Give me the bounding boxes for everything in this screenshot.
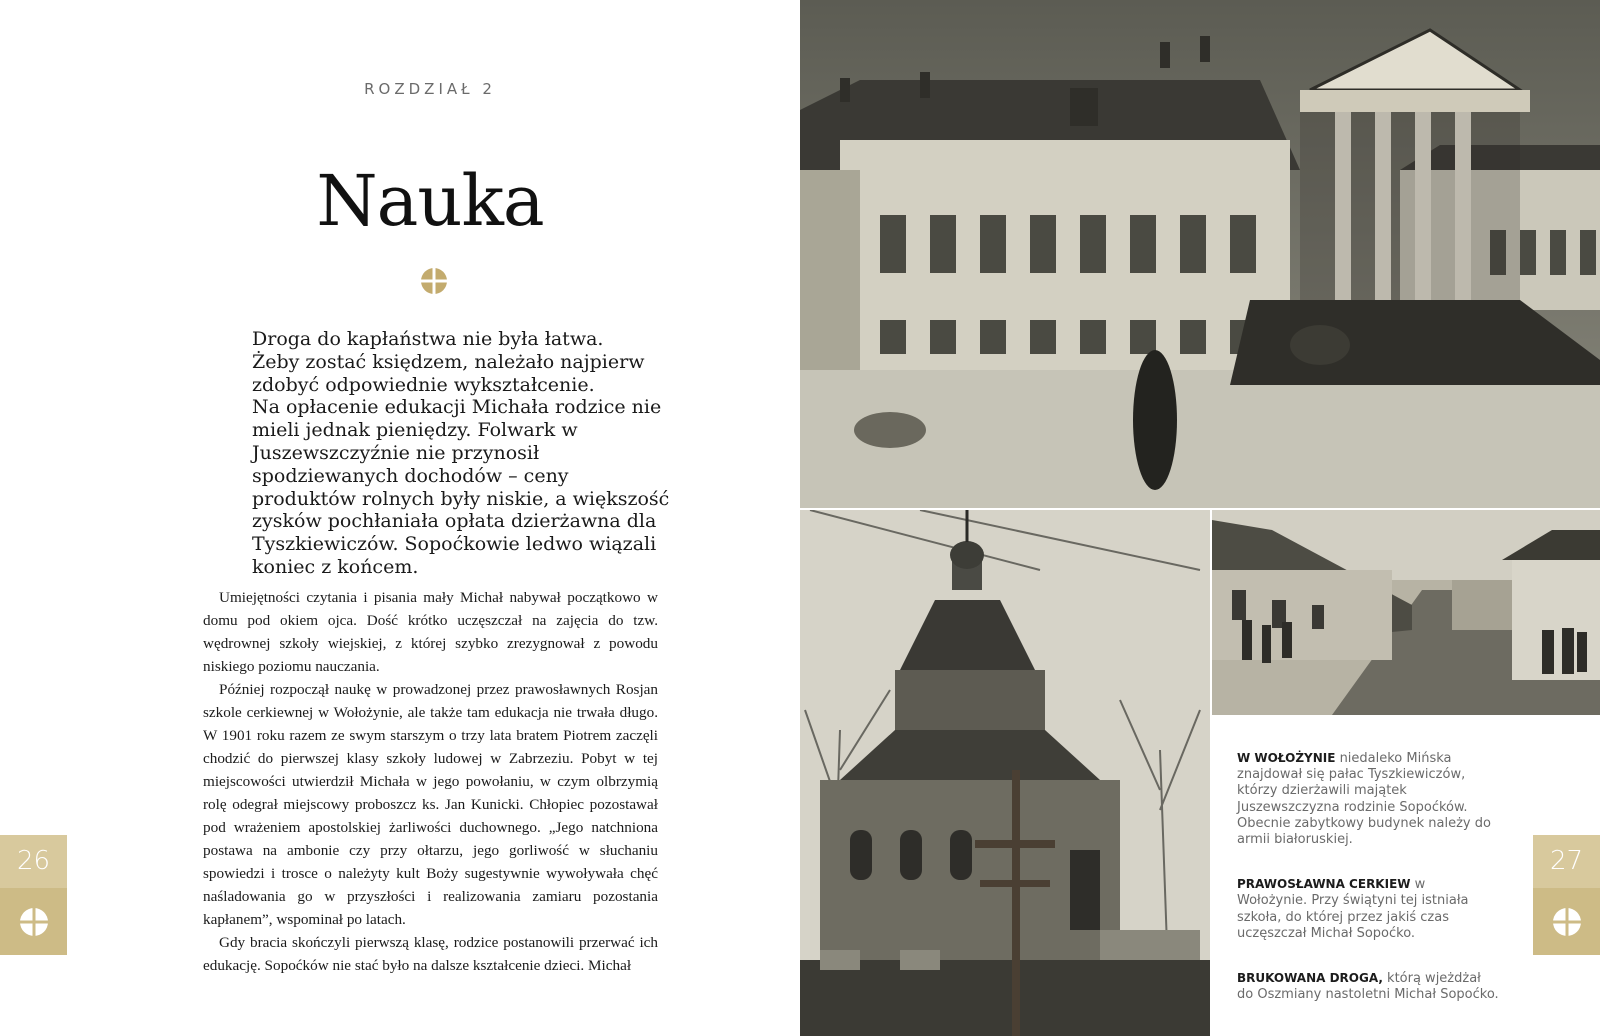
cross-ornament-icon	[19, 907, 49, 937]
cross-ornament-icon	[420, 267, 448, 295]
caption-church	[1237, 876, 1499, 942]
cross-ornament-icon	[1552, 907, 1582, 937]
lead-line-1: Droga do kapłaństwa nie była łatwa.	[252, 328, 604, 350]
caption-text: którą wjeżdżał do Oszmiany nastoletni Michał Sopoćko.	[1237, 971, 1499, 1003]
lead-line-3: Na opłacenie edukacji Michała rodzice nie mieli jednak pieniędzy. Folwark w Juszewszczyźnie nie przynosił spodziewanych dochodów – ceny produktów rolnych były niskie, a większość zysków pochłaniała opłata dzierżawna dla Tyszkiewiczów. Sopoćkowie ledwo wiązali koniec z końcem.	[252, 396, 670, 578]
caption-strong: BRUKOWANA DROGA,	[1237, 971, 1383, 986]
captions	[1237, 750, 1499, 1031]
page-number-left: 26	[16, 846, 51, 876]
caption-strong: W WOŁOŻYNIE	[1237, 751, 1336, 765]
body-paragraph: Umiejętności czytania i pisania mały Michał nabywał początkowo w domu pod okiem ojca. Dość krótko uczęszczał na zajęcia do tzw. wędrownej szkoły wiejskiej, z której szybko zrezygnował z powodu niskiego poziomu nauczania.	[203, 589, 658, 675]
body-text	[203, 586, 658, 977]
folio-ornament	[0, 888, 67, 955]
body-paragraph: Gdy bracia skończyli pierwszą klasę, rodzice postanowili przerwać ich edukację. Sopoćków nie stać było na dalsze kształcenie dzieci. Michał	[203, 934, 658, 974]
palace-photo	[800, 0, 1600, 508]
folio-left	[0, 835, 67, 955]
caption-strong: PRAWOSŁAWNA CERKIEW	[1237, 877, 1411, 892]
caption-street	[1237, 970, 1499, 1003]
page-number-right: 27	[1549, 846, 1584, 876]
folio-right	[1533, 835, 1600, 955]
body-paragraph: Później rozpoczął naukę w prowadzonej przez prawosławnych Rosjan szkole cerkiewnej w Wołożynie, ale także tam edukacja nie trwała długo. W 1901 roku razem ze swym starszym o trzy lata bratem Piotrem zaczęli chodzić do pierwszej klasy szkoły ludowej w Zabrzeziu. Pobyt w tej miejscowości utwierdził Michała w jego powołaniu, w czym olbrzymią rolę odegrał miejscowy proboszcz ks. Jan Kunicki. Chłopiec pozostawał pod wrażeniem apostolskiej żarliwości duchownego. „Jego natchniona postawa na ambonie czy przy ołtarzu, jego gorliwość w słuchaniu spowiedzi i trosce o należyty kult Boży sugestywnie wywoływała chęć naśladowania go w przyszłości i realizowania zamiaru pozostania kapłanem”, wspominał po latach.	[203, 681, 658, 928]
lead-line-2: Żeby zostać księdzem, należało najpierw zdobyć odpowiednie wykształcenie.	[252, 350, 645, 396]
caption-text: niedaleko Mińska znajdował się pałac Tyszkiewiczów, którzy dzierżawili majątek Juszewszczyzna rodzinie Sopoćków. Obecnie zabytkowy budynek należy do armii białoruskiej.	[1237, 751, 1491, 848]
folio-ornament	[1533, 888, 1600, 955]
street-photo	[1212, 510, 1600, 715]
church-photo	[800, 510, 1210, 1036]
caption-palace	[1237, 750, 1499, 848]
lead-paragraph	[252, 328, 672, 579]
chapter-label: ROZDZIAŁ 2	[364, 80, 496, 98]
chapter-title: Nauka	[316, 160, 544, 242]
caption-text: w Wołożynie. Przy świątyni tej istniała szkoła, do której przez jakiś czas uczęszczał Michał Sopoćko.	[1237, 877, 1469, 941]
